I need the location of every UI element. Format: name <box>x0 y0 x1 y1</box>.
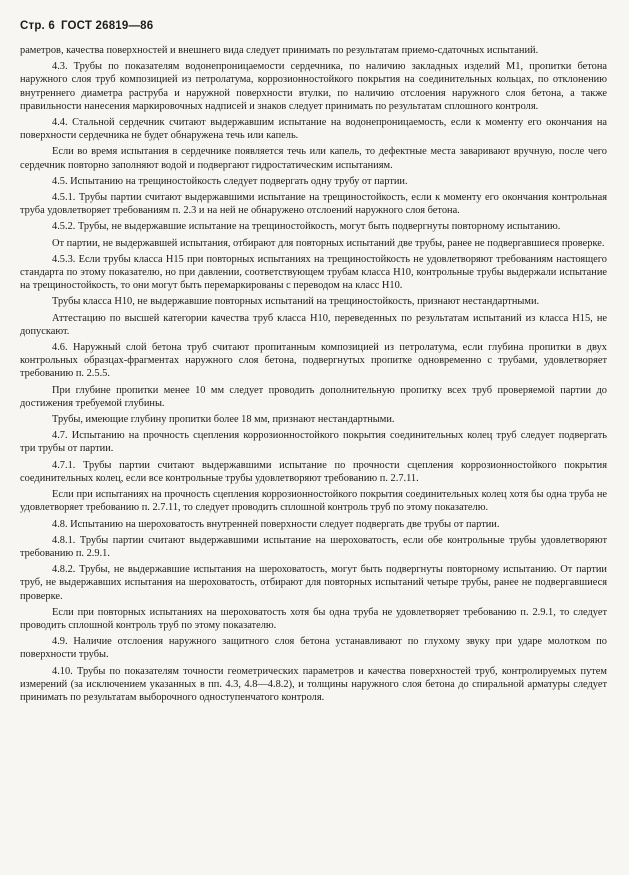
paragraph: 4.7.1. Трубы партии считают выдержавшими испытание по прочности сцепления коррозионностойкого покрытия соединительных колец, если все контрольные трубы удовлетворяют требованию п. 2.7.11. <box>20 459 607 484</box>
paragraph: 4.8.1. Трубы партии считают выдержавшими испытание на шероховатость, если обе контрольные трубы удовлетворяют требованию п. 2.9.1. <box>20 534 607 559</box>
paragraph: 4.5.3. Если трубы класса Н15 при повторных испытаниях на трещиностойкость не удовлетворяют требованиям настоящего стандарта по этому показателю, но при давлении, соответствующем трубам класса Н10, контрольные трубы выдержали испытание на трещиностойкость, то они могут быть перемаркированы с переводом на класс Н10. <box>20 253 607 292</box>
paragraph: раметров, качества поверхностей и внешнего вида следует принимать по результатам приемо-сдаточных испытаний. <box>20 45 539 56</box>
paragraph: 4.10. Трубы по показателям точности геометрических параметров и качества поверхностей труб, контролируемых путем измерений (за исключением указанных в пп. 4.3, 4.8—4.8.2), и толщины наружного слоя бетона до спиральной арматуры следует принимать по результатам выборочного одноступенчатого контроля. <box>20 665 607 703</box>
paragraph: Если при повторных испытаниях на шероховатость хотя бы одна труба не удовлетворяет требованию п. 2.9.1, то следует проводить сплошной контроль труб по этому показателю. <box>20 606 607 631</box>
paragraph: От партии, не выдержавшей испытания, отбирают для повторных испытаний две трубы, ранее не подвергавшиеся проверке. <box>52 237 605 249</box>
paragraph: Трубы, имеющие глубину пропитки более 18 мм, признают нестандартными. <box>52 414 395 426</box>
paragraph: 4.5. Испытанию на трещиностойкость следует подвергать одну трубу от партии. <box>52 175 408 187</box>
standard-number: ГОСТ 26819—86 <box>60 20 154 32</box>
paragraph: 4.3. Трубы по показателям водонепроницаемости сердечника, по наличию закладных изделий М1, пропитки бетона наружного слоя труб композицией из петролатума, коррозионностойкого покрытия на соединительных кольцах, по отклонению внутреннего диаметра раструба и наружной поверхности втулки, по наличию отслоения наружного слоя бетона, а также правильности нанесения маркировочных надписей и знаков следует принимать по результатам сплошного контроля. <box>20 61 607 112</box>
paragraph: 4.5.1. Трубы партии считают выдержавшими испытание на трещиностойкость, если к моменту его окончания контрольная труба удовлетворяет требованиям п. 2.3 и на ней не обнаружено отслоений наружного слоя бетона. <box>20 192 607 217</box>
paragraph: Аттестацию по высшей категории качества труб класса Н10, переведенных по результатам испытаний из класса Н15, не допускают. <box>20 312 607 337</box>
page-header <box>20 20 607 32</box>
paragraph: 4.5.2. Трубы, не выдержавшие испытание на трещиностойкость, могут быть подвергнуты повторному испытанию. <box>52 221 561 233</box>
paragraph: 4.8. Испытанию на шероховатость внутренней поверхности следует подвергать две трубы от партии. <box>52 518 500 530</box>
document-body <box>20 44 607 704</box>
paragraph: 4.9. Наличие отслоения наружного защитного слоя бетона устанавливают по глухому звуку при ударе молотком по поверхности трубы. <box>20 636 607 661</box>
paragraph: При глубине пропитки менее 10 мм следует проводить дополнительную пропитку всех труб проверяемой партии до достижения требуемой глубины. <box>20 384 607 409</box>
paragraph: Если во время испытания в сердечнике появляется течь или капель, то дефектные места заваривают вручную, после чего сердечник повторно заполняют водой и подвергают гидростатическим испытаниям. <box>20 146 607 171</box>
page-number: Стр. 6 <box>20 20 55 32</box>
paragraph: 4.8.2. Трубы, не выдержавшие испытания на шероховатость, могут быть подвергнуты повторному испытанию. От партии труб, не выдержавших испытания на шероховатость, отбирают для повторных испытаний четыре трубы, ранее не подвергавшиеся проверке. <box>20 564 607 602</box>
paragraph: 4.6. Наружный слой бетона труб считают пропитанным композицией из петролатума, если глубина пропитки в двух контрольных образцах-фрагментах наружного слоя бетона, подвергнутых пропитке одновременно с трубами, удовлетворяет требованию п. 2.5.5. <box>20 342 607 380</box>
paragraph: Трубы класса Н10, не выдержавшие повторных испытаний на трещиностойкость, признают нестандартными. <box>52 296 540 308</box>
paragraph: 4.7. Испытанию на прочность сцепления коррозионностойкого покрытия соединительных колец труб следует подвергать три трубы от партии. <box>20 430 607 455</box>
paragraph: 4.4. Стальной сердечник считают выдержавшим испытание на водонепроницаемость, если к моменту его окончания на поверхности сердечника не будет обнаружена течь или капель. <box>20 117 607 142</box>
paragraph: Если при испытаниях на прочность сцепления коррозионностойкого покрытия соединительных колец хотя бы одна труба не удовлетворяет требованию п. 2.7.11, то следует проводить сплошной контроль труб по этому показателю. <box>20 489 607 514</box>
